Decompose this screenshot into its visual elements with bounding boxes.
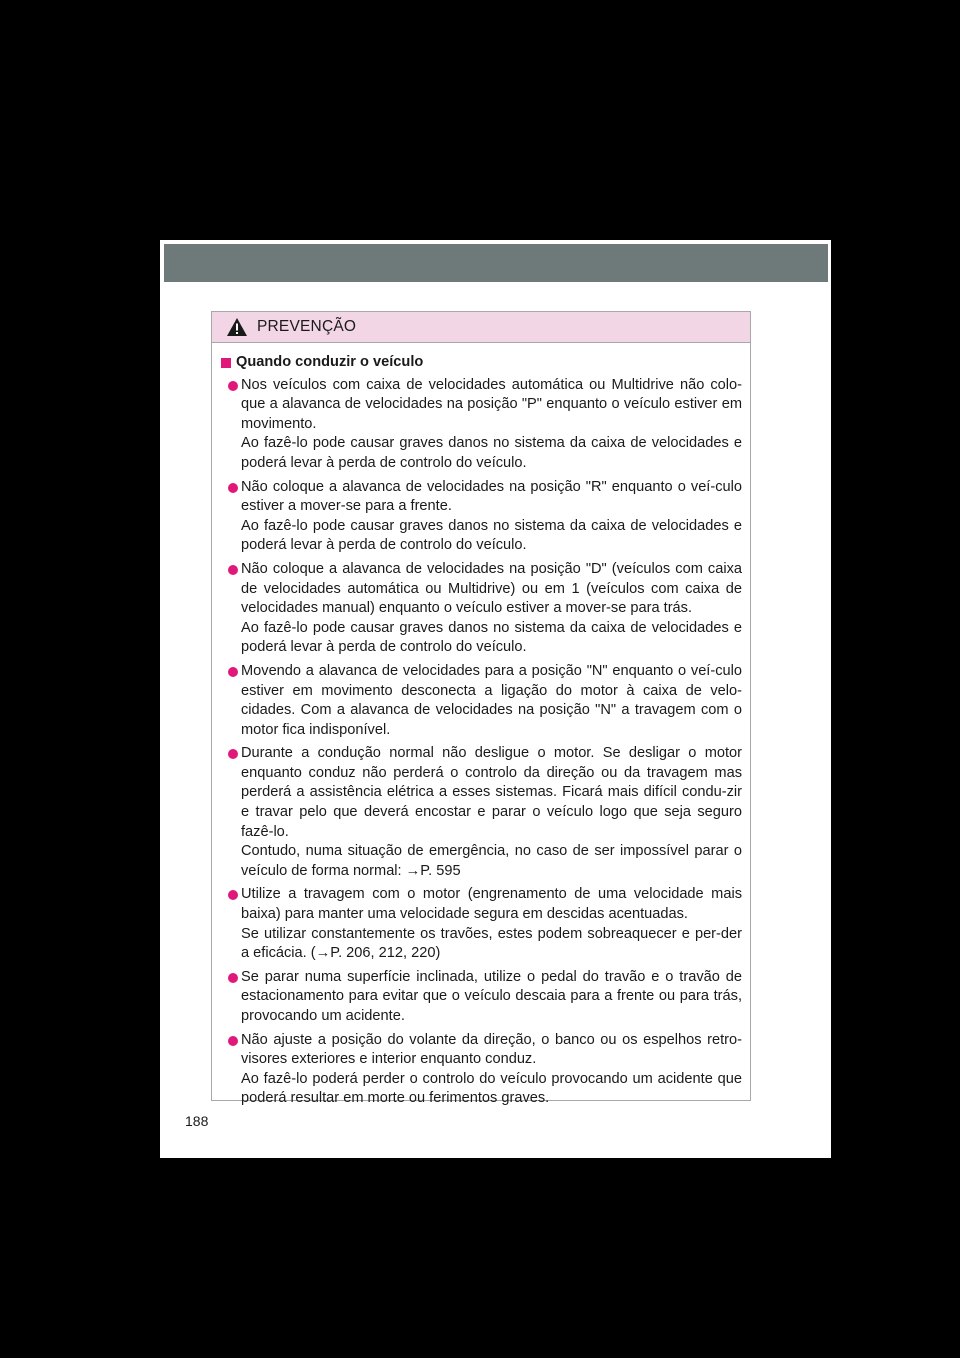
page-number: 188 xyxy=(185,1113,209,1129)
list-item xyxy=(221,478,742,556)
list-item xyxy=(221,376,742,474)
list-item xyxy=(221,662,742,740)
circle-bullet-icon xyxy=(228,667,238,677)
item-paragraph: Não ajuste a posição do volante da direção, o banco ou os espelhos retro-visores exteriores e interior enquanto conduz. xyxy=(241,1031,742,1068)
list-item xyxy=(221,1031,742,1109)
warning-title: PREVENÇÃO xyxy=(257,318,357,335)
manual-page xyxy=(160,240,831,1158)
list-item xyxy=(221,968,742,1027)
header-bar xyxy=(164,244,828,282)
list-item xyxy=(221,560,742,658)
square-bullet-icon xyxy=(221,358,231,368)
circle-bullet-icon xyxy=(228,973,238,983)
list-item xyxy=(221,744,742,881)
item-paragraph: Ao fazê-lo poderá perder o controlo do veículo provocando um acidente que poderá resultar em morte ou ferimentos graves. xyxy=(241,1070,742,1107)
item-paragraph: Ao fazê-lo pode causar graves danos no sistema da caixa de velocidades e poderá levar à perda de controlo do veículo. xyxy=(241,619,742,656)
warning-box xyxy=(211,311,751,1107)
item-paragraph: Ao fazê-lo pode causar graves danos no sistema da caixa de velocidades e poderá levar à perda de controlo do veículo. xyxy=(241,517,742,554)
list-item xyxy=(221,885,742,963)
item-paragraph: Contudo, numa situação de emergência, no caso de ser impossível parar o veículo de forma normal: →P. 595 xyxy=(241,843,742,879)
item-paragraph: Se utilizar constantemente os travões, estes podem sobreaquecer e per-der a eficácia. (→P. 206, 212, 220) xyxy=(241,925,742,962)
circle-bullet-icon xyxy=(228,381,238,391)
item-paragraph: Movendo a alavanca de velocidades para a posição "N" enquanto o veí-culo estiver em movimento desconecta a ligação do motor à caixa de velo-cidades. Com a alavanca de velocidades na posição "N" a travagem com o motor fica indisponível. xyxy=(241,662,742,738)
section-heading xyxy=(221,353,742,373)
circle-bullet-icon xyxy=(228,565,238,575)
circle-bullet-icon xyxy=(228,1036,238,1046)
warning-body xyxy=(212,343,750,1109)
warning-list xyxy=(221,376,742,1109)
item-paragraph: Durante a condução normal não desligue o motor. Se desligar o motor enquanto conduz não perderá o controlo da direção ou da travagem mas perderá a assistência elétrica a esses sistemas. Ficará mais difícil condu-zir e travar pelo que deverá encostar e parar o veículo logo que seja seguro fazê-lo. xyxy=(241,745,742,840)
item-paragraph: Não coloque a alavanca de velocidades na posição "D" (veículos com caixa de velocidades automática ou Multidrive) ou em 1 (veículos com caixa de velocidades manual) enquanto o veículo estiver a mover-se para trás. xyxy=(241,560,742,617)
circle-bullet-icon xyxy=(228,890,238,900)
item-paragraph: Se parar numa superfície inclinada, utilize o pedal do travão e o travão de estacionamento para evitar que o veículo descaia para a frente ou para trás, provocando um acidente. xyxy=(241,968,742,1024)
circle-bullet-icon xyxy=(228,749,238,759)
item-paragraph: Não coloque a alavanca de velocidades na posição "R" enquanto o veí-culo estiver a mover-se para a frente. xyxy=(241,478,742,515)
item-paragraph: Utilize a travagem com o motor (engrenamento de uma velocidade mais baixa) para manter uma velocidade segura em descidas acentuadas. xyxy=(241,886,742,923)
circle-bullet-icon xyxy=(228,483,238,493)
item-paragraph: Nos veículos com caixa de velocidades automática ou Multidrive não colo-que a alavanca de velocidades na posição "P" enquanto o veículo estiver em movimento. xyxy=(241,376,742,432)
item-paragraph: Ao fazê-lo pode causar graves danos no sistema da caixa de velocidades e poderá levar à perda de controlo do veículo. xyxy=(241,435,742,471)
warning-triangle-icon xyxy=(226,317,248,337)
warning-header xyxy=(212,312,750,343)
section-title: Quando conduzir o veículo xyxy=(236,354,424,370)
